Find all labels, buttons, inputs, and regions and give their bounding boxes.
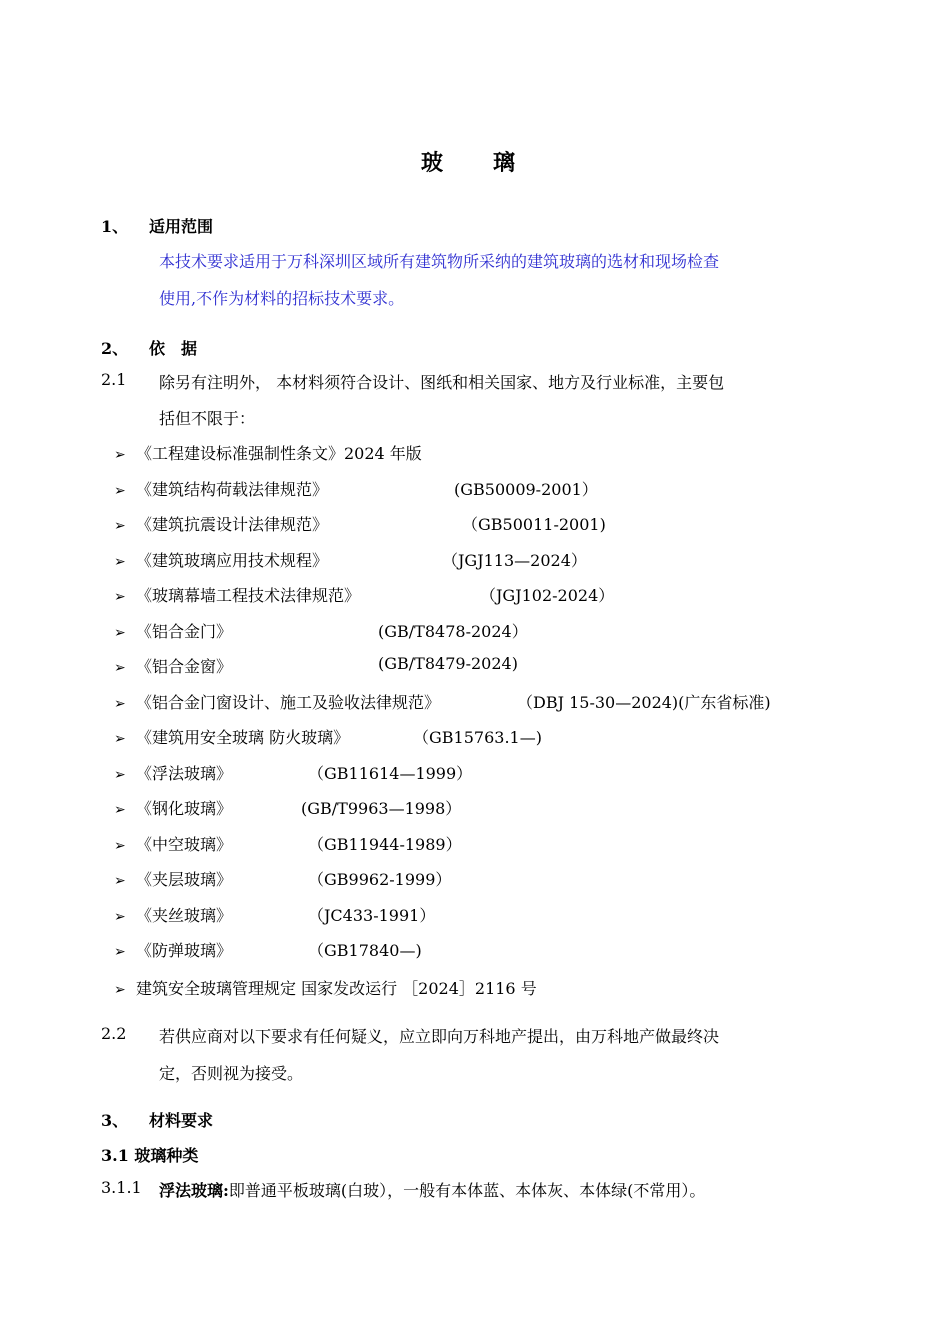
standard-code: （DBJ 15-30—2024)(广东省标准) [517, 693, 771, 712]
standard-code: （GB9962-1999） [308, 870, 452, 889]
standard-code: (GB/T8478-2024） [378, 622, 528, 641]
item-3-1-1-number: 3.1.1 [101, 1178, 142, 1197]
page-title: 玻 璃 [420, 150, 529, 176]
standard-name: 《工程建设标准强制性条文》2024 年版 [136, 444, 422, 463]
arrowhead-bullet-icon: ➢ [114, 802, 126, 818]
list-item [114, 903, 834, 926]
list-item [114, 725, 834, 748]
list-item [114, 477, 834, 500]
section-3-number: 3、 [101, 1111, 129, 1130]
list-item [114, 832, 834, 855]
item-2-2-line1: 若供应商对以下要求有任何疑义，应立即向万科地产提出，由万科地产做最终决 [159, 1027, 720, 1046]
standard-code: (GB/T8479-2024) [378, 654, 518, 673]
section-2-number: 2、 [101, 339, 129, 358]
item-3-1-1-term: 浮法玻璃: [159, 1181, 229, 1200]
arrowhead-bullet-icon: ➢ [114, 554, 126, 570]
arrowhead-bullet-icon: ➢ [114, 909, 126, 925]
standard-code: (GB50009-2001） [454, 480, 598, 499]
standard-name: 《玻璃幕墙工程技术法律规范》 [136, 586, 361, 605]
list-item [114, 548, 834, 571]
list-item [114, 619, 834, 642]
standard-name: 《中空玻璃》 [136, 835, 233, 854]
standard-code: （GB17840—) [308, 941, 422, 960]
standard-code: （GB50011-2001) [462, 515, 606, 534]
list-item [114, 654, 834, 677]
arrowhead-bullet-icon: ➢ [114, 589, 126, 605]
arrowhead-bullet-icon: ➢ [114, 767, 126, 783]
standard-name: 《铝合金门窗设计、施工及验收法律规范》 [136, 693, 441, 712]
item-2-1-line2: 括但不限于： [159, 409, 256, 428]
standard-name: 《建筑结构荷载法律规范》 [136, 480, 329, 499]
subsection-3-1-heading: 3.1 玻璃种类 [101, 1146, 199, 1165]
standard-code: （GB11614—1999） [308, 764, 473, 783]
standard-code: （JGJ113—2024） [442, 551, 587, 570]
arrowhead-bullet-icon: ➢ [114, 660, 126, 676]
list-item [114, 867, 834, 890]
arrowhead-bullet-icon: ➢ [114, 838, 126, 854]
section-2-heading: 依 据 [149, 339, 198, 358]
standard-name: 《夹丝玻璃》 [136, 906, 233, 925]
standard-code: (GB/T9963—1998） [301, 799, 462, 818]
list-item [114, 690, 834, 713]
list-item [114, 761, 834, 784]
arrowhead-bullet-icon: ➢ [114, 731, 126, 747]
standard-code: （GB11944-1989） [308, 835, 462, 854]
item-3-1-1 [159, 1178, 705, 1201]
section-1-paragraph-line2: 使用,不作为材料的招标技术要求。 [159, 289, 405, 308]
item-2-2-number: 2.2 [101, 1024, 127, 1043]
item-2-1-line1: 除另有注明外， 本材料须符合设计、图纸和相关国家、地方及行业标准，主要包 [159, 373, 725, 392]
standard-name: 《浮法玻璃》 [136, 764, 233, 783]
arrowhead-bullet-icon: ➢ [114, 625, 126, 641]
standard-name: 《铝合金窗》 [136, 657, 233, 676]
section-1-heading: 适用范围 [149, 217, 214, 236]
standard-name: 《建筑抗震设计法律规范》 [136, 515, 329, 534]
standard-name: 《建筑用安全玻璃 防火玻璃》 [136, 728, 350, 747]
list-item [114, 441, 834, 464]
section-3-heading: 材料要求 [149, 1111, 214, 1130]
standard-code: （GB15763.1—) [413, 728, 542, 747]
item-2-1-number: 2.1 [101, 370, 127, 389]
arrowhead-bullet-icon: ➢ [114, 873, 126, 889]
list-item [114, 938, 834, 961]
standard-name: 《钢化玻璃》 [136, 799, 233, 818]
standard-name: 《建筑玻璃应用技术规程》 [136, 551, 329, 570]
arrowhead-bullet-icon: ➢ [114, 483, 126, 499]
arrowhead-bullet-icon: ➢ [114, 696, 126, 712]
arrowhead-bullet-icon: ➢ [114, 982, 126, 998]
standard-name: 《防弹玻璃》 [136, 941, 233, 960]
arrowhead-bullet-icon: ➢ [114, 447, 126, 463]
list-item [114, 583, 834, 606]
list-item [114, 976, 537, 999]
list-item [114, 512, 834, 535]
arrowhead-bullet-icon: ➢ [114, 518, 126, 534]
item-2-2-line2: 定，否则视为接受。 [159, 1064, 304, 1083]
standard-code: （JGJ102-2024） [480, 586, 615, 605]
standard-name: 建筑安全玻璃管理规定 国家发改运行 ［2024］2116 号 [136, 979, 537, 998]
list-item [114, 796, 834, 819]
section-1-paragraph-line1: 本技术要求适用于万科深圳区域所有建筑物所采纳的建筑玻璃的选材和现场检查 [159, 252, 720, 271]
standard-code: （JC433-1991） [308, 906, 436, 925]
item-3-1-1-text: 即普通平板玻璃(白玻），一般有本体蓝、本体灰、本体绿(不常用）。 [228, 1181, 706, 1200]
standard-name: 《铝合金门》 [136, 622, 233, 641]
standard-name: 《夹层玻璃》 [136, 870, 233, 889]
arrowhead-bullet-icon: ➢ [114, 944, 126, 960]
section-1-number: 1、 [101, 217, 129, 236]
